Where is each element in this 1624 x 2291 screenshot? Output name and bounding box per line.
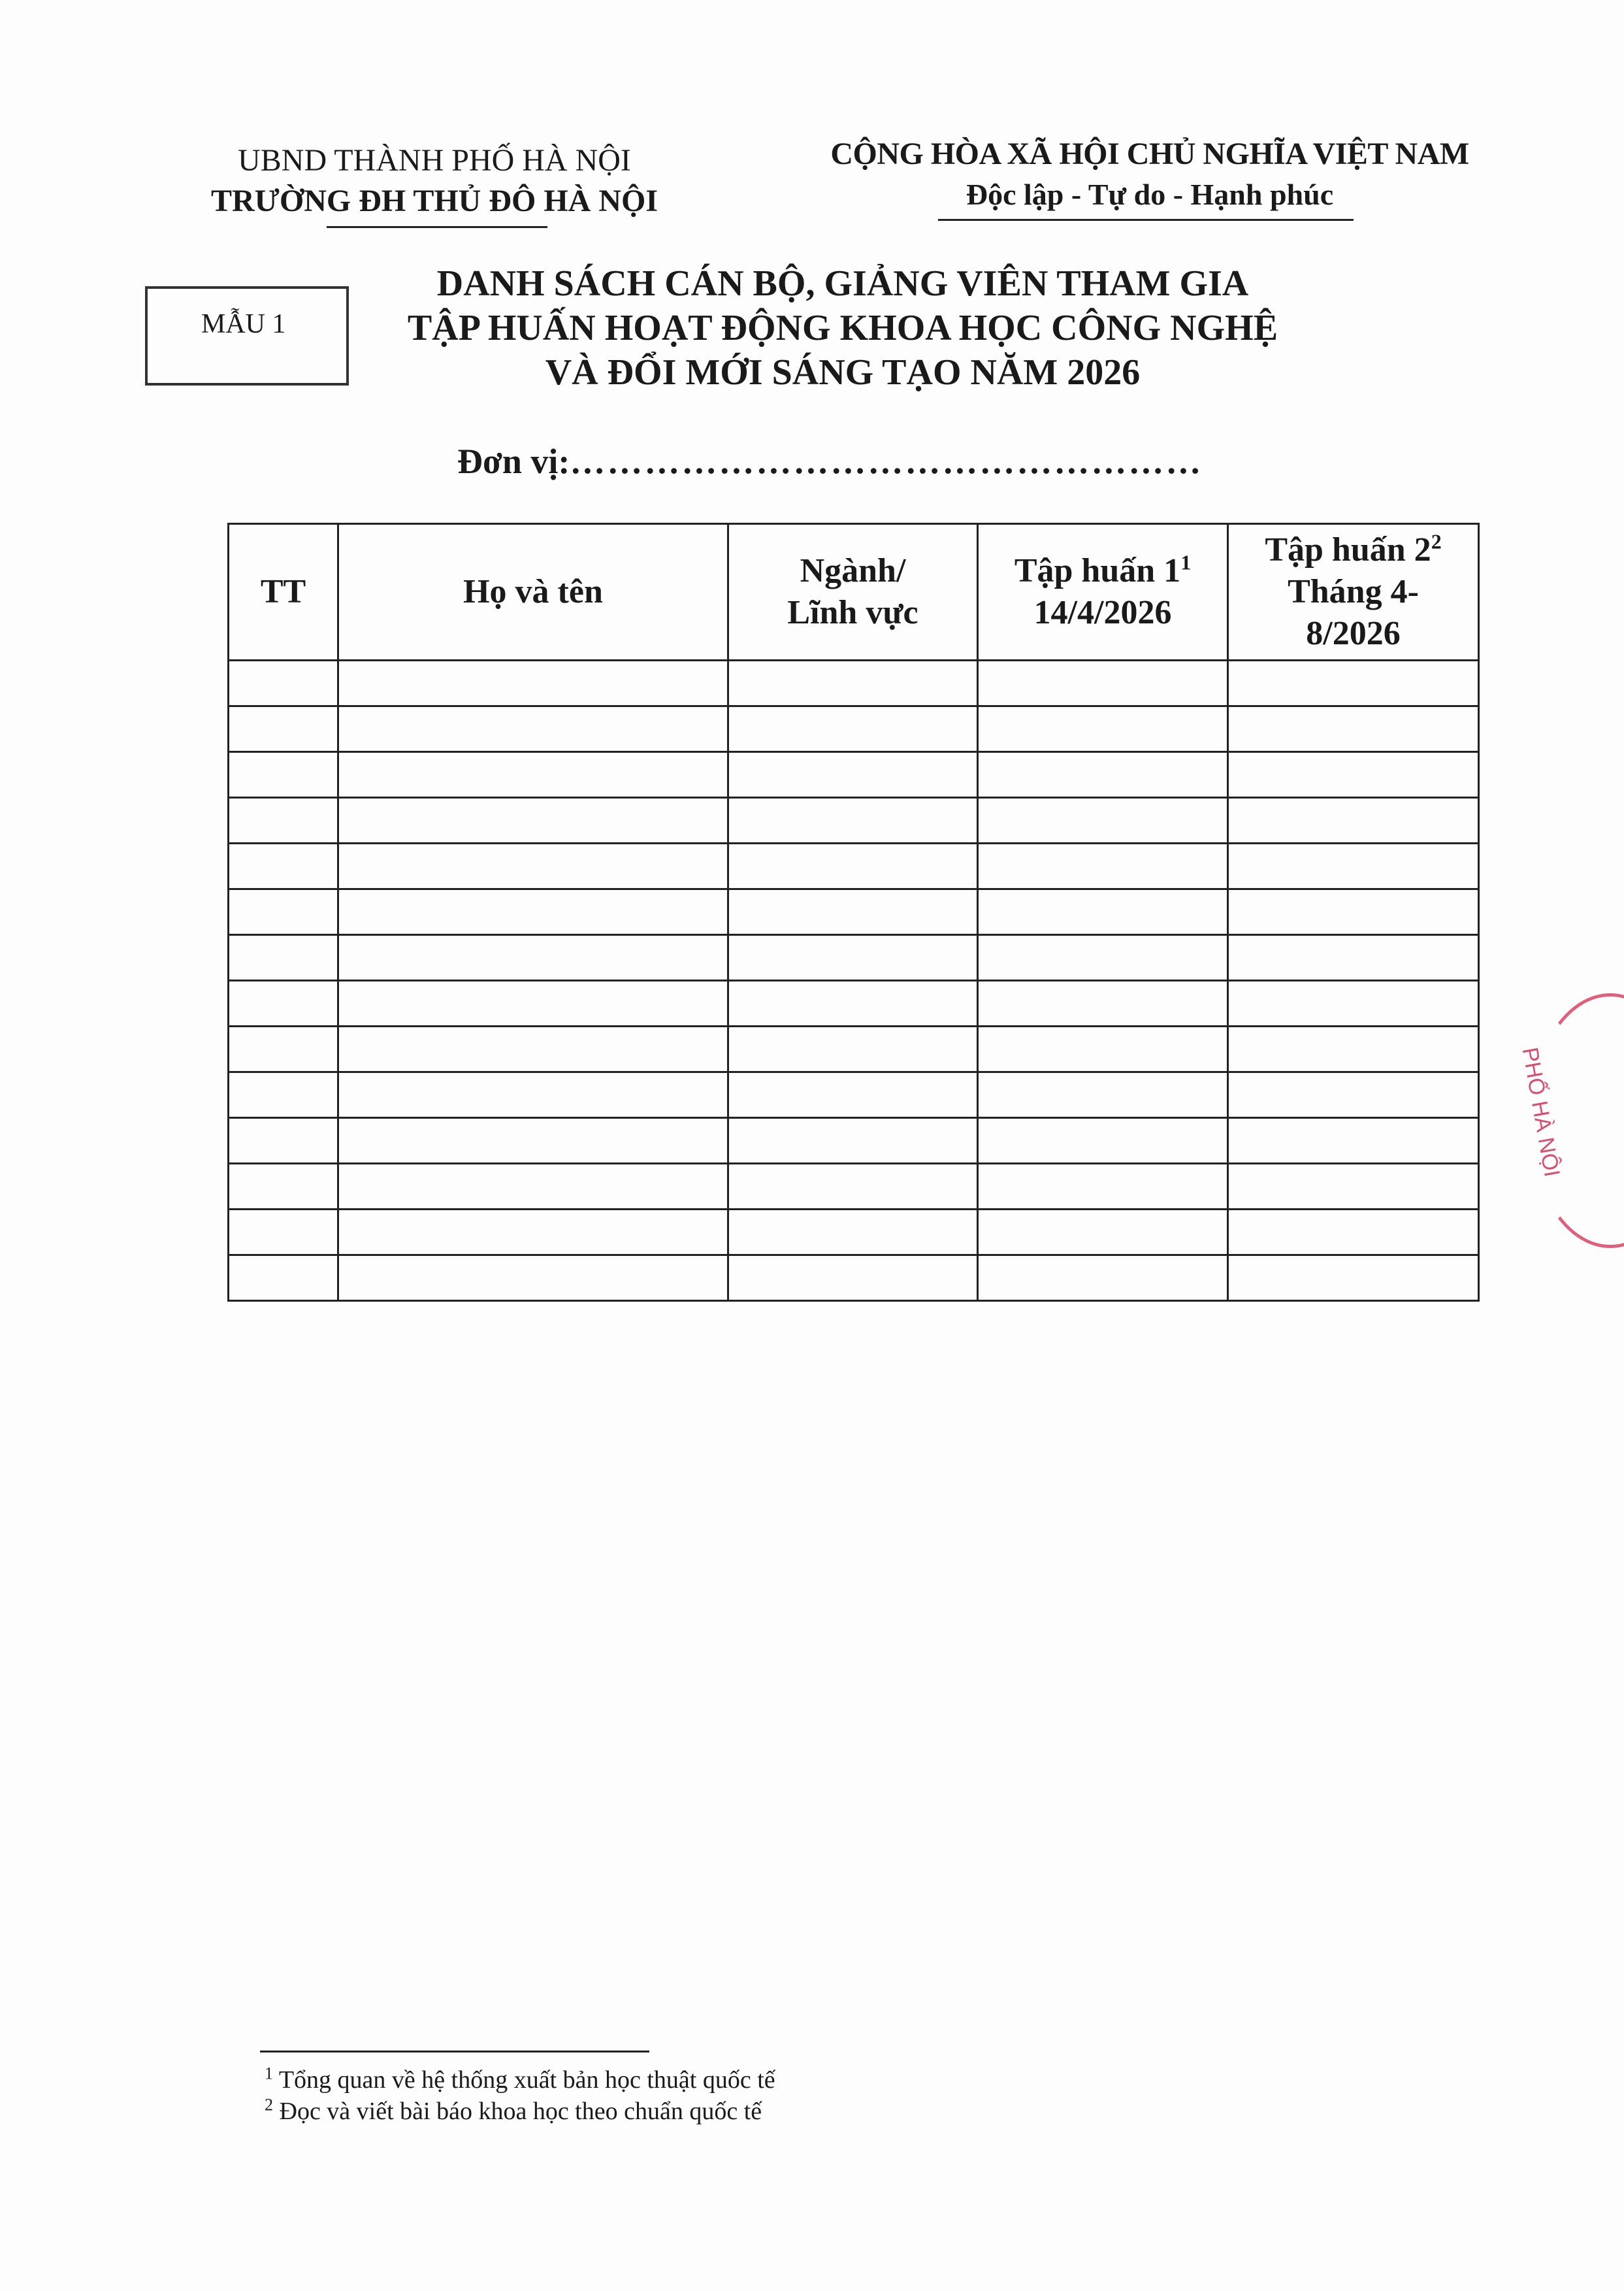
unit-field	[457, 441, 1203, 482]
table-cell[interactable]	[338, 1118, 728, 1164]
university-name: TRƯỜNG ĐH THỦ ĐÔ HÀ NỘI	[210, 184, 658, 218]
table-cell[interactable]	[338, 1164, 728, 1210]
table-cell[interactable]	[978, 1072, 1228, 1118]
table-cell[interactable]	[978, 752, 1228, 798]
footnote-separator	[260, 2051, 649, 2052]
table-cell[interactable]	[338, 661, 728, 706]
table-cell[interactable]	[978, 1164, 1228, 1210]
table-cell[interactable]	[229, 1072, 338, 1118]
col-tt: TT	[229, 524, 338, 661]
table-cell[interactable]	[728, 706, 978, 752]
table-cell[interactable]	[728, 1118, 978, 1164]
table-row	[229, 1164, 1479, 1210]
table-row	[229, 798, 1479, 844]
table-row	[229, 1255, 1479, 1301]
table-row	[229, 706, 1479, 752]
table-row	[229, 661, 1479, 706]
table-cell[interactable]	[338, 752, 728, 798]
table-cell[interactable]	[229, 706, 338, 752]
title-line-1: DANH SÁCH CÁN BỘ, GIẢNG VIÊN THAM GIA	[436, 263, 1249, 304]
table-cell[interactable]	[338, 798, 728, 844]
col-training-1: Tập huấn $1^1$ 14/4/2026	[978, 524, 1228, 661]
table-cell[interactable]	[978, 706, 1228, 752]
table-cell[interactable]	[1228, 1255, 1479, 1301]
participants-table	[227, 523, 1480, 1302]
motto: Độc lập - Tự do - Hạnh phúc	[966, 178, 1334, 211]
table-cell[interactable]	[338, 1255, 728, 1301]
table-cell[interactable]	[229, 798, 338, 844]
table-row	[229, 981, 1479, 1027]
table-cell[interactable]	[1228, 935, 1479, 981]
table-row	[229, 889, 1479, 935]
table-cell[interactable]	[728, 935, 978, 981]
table-header-row	[229, 524, 1479, 661]
table-cell[interactable]	[978, 1210, 1228, 1255]
table-cell[interactable]	[1228, 752, 1479, 798]
col-field: Ngành/ Lĩnh vực	[728, 524, 978, 661]
table-cell[interactable]	[728, 1210, 978, 1255]
table-cell[interactable]	[229, 1027, 338, 1072]
table-row	[229, 935, 1479, 981]
table-cell[interactable]	[978, 1027, 1228, 1072]
table-cell[interactable]	[728, 844, 978, 889]
stamp-text: PHỐ HÀ NỘI	[1517, 1046, 1565, 1179]
motto-underline	[938, 219, 1354, 221]
table-cell[interactable]	[978, 1118, 1228, 1164]
table-cell[interactable]	[728, 1255, 978, 1301]
form-code-box: MẪU 1	[145, 286, 349, 386]
table-cell[interactable]	[338, 935, 728, 981]
table-cell[interactable]	[1228, 706, 1479, 752]
table-cell[interactable]	[1228, 1118, 1479, 1164]
col-training-2: Tập huấn $2^2$ Tháng 4- 8/2026	[1228, 524, 1479, 661]
table-cell[interactable]	[978, 1255, 1228, 1301]
table-row	[229, 844, 1479, 889]
table-cell[interactable]	[229, 752, 338, 798]
table-cell[interactable]	[229, 981, 338, 1027]
table-cell[interactable]	[338, 1072, 728, 1118]
table-cell[interactable]	[229, 844, 338, 889]
table-cell[interactable]	[229, 889, 338, 935]
table-cell[interactable]	[978, 844, 1228, 889]
table-cell[interactable]	[1228, 844, 1479, 889]
table-cell[interactable]	[978, 661, 1228, 706]
table-cell[interactable]	[229, 1164, 338, 1210]
table-cell[interactable]	[1228, 1164, 1479, 1210]
title-line-2: TẬP HUẤN HOẠT ĐỘNG KHOA HỌC CÔNG NGHỆ	[407, 308, 1278, 348]
table-cell[interactable]	[1228, 981, 1479, 1027]
table-cell[interactable]	[728, 1072, 978, 1118]
table-cell[interactable]	[338, 981, 728, 1027]
country-name: CỘNG HÒA XÃ HỘI CHỦ NGHĨA VIỆT NAM	[830, 137, 1469, 171]
table-cell[interactable]	[728, 798, 978, 844]
table-cell[interactable]	[728, 981, 978, 1027]
table-cell[interactable]	[338, 889, 728, 935]
table-cell[interactable]	[978, 889, 1228, 935]
national-motto	[764, 134, 1535, 215]
city-committee: UBND THÀNH PHỐ HÀ NỘI	[238, 143, 631, 178]
table-row	[229, 752, 1479, 798]
table-cell[interactable]	[728, 1027, 978, 1072]
table-cell[interactable]	[229, 935, 338, 981]
university-underline	[327, 226, 547, 228]
footnote-2: $^2$ Đọc và viết bài báo khoa học theo chuẩn quốc tế	[265, 2095, 762, 2125]
table-row	[229, 1072, 1479, 1118]
table-cell[interactable]	[978, 798, 1228, 844]
table-cell[interactable]	[728, 661, 978, 706]
table-cell[interactable]	[338, 706, 728, 752]
footnote-1: $^1$ Tổng quan về hệ thống xuất bản học thuật quốc tế	[265, 2064, 775, 2094]
table-cell[interactable]	[978, 935, 1228, 981]
table-cell[interactable]	[1228, 889, 1479, 935]
col-name: Họ và tên	[338, 524, 728, 661]
table-cell[interactable]	[978, 981, 1228, 1027]
table-cell[interactable]	[728, 1164, 978, 1210]
table-cell[interactable]	[338, 1210, 728, 1255]
table-cell[interactable]	[229, 1118, 338, 1164]
table-cell[interactable]	[1228, 1210, 1479, 1255]
table-cell[interactable]	[338, 1027, 728, 1072]
table-row	[229, 1027, 1479, 1072]
table-cell[interactable]	[338, 844, 728, 889]
table-cell[interactable]	[229, 1255, 338, 1301]
table-row	[229, 1118, 1479, 1164]
table-row	[229, 1210, 1479, 1255]
title-line-3: VÀ ĐỔI MỚI SÁNG TẠO NĂM 2026	[545, 352, 1141, 393]
unit-label: Đơn vị:	[457, 442, 570, 481]
table-cell[interactable]	[1228, 1072, 1479, 1118]
issuing-authority	[163, 140, 706, 222]
document-title	[366, 261, 1320, 395]
table-cell[interactable]	[1228, 661, 1479, 706]
table-cell[interactable]	[728, 889, 978, 935]
table-cell[interactable]	[229, 1210, 338, 1255]
table-cell[interactable]	[229, 661, 338, 706]
table-cell[interactable]	[728, 752, 978, 798]
table-cell[interactable]	[1228, 1027, 1479, 1072]
unit-dots: ……………………………………………	[570, 442, 1203, 481]
table-cell[interactable]	[1228, 798, 1479, 844]
